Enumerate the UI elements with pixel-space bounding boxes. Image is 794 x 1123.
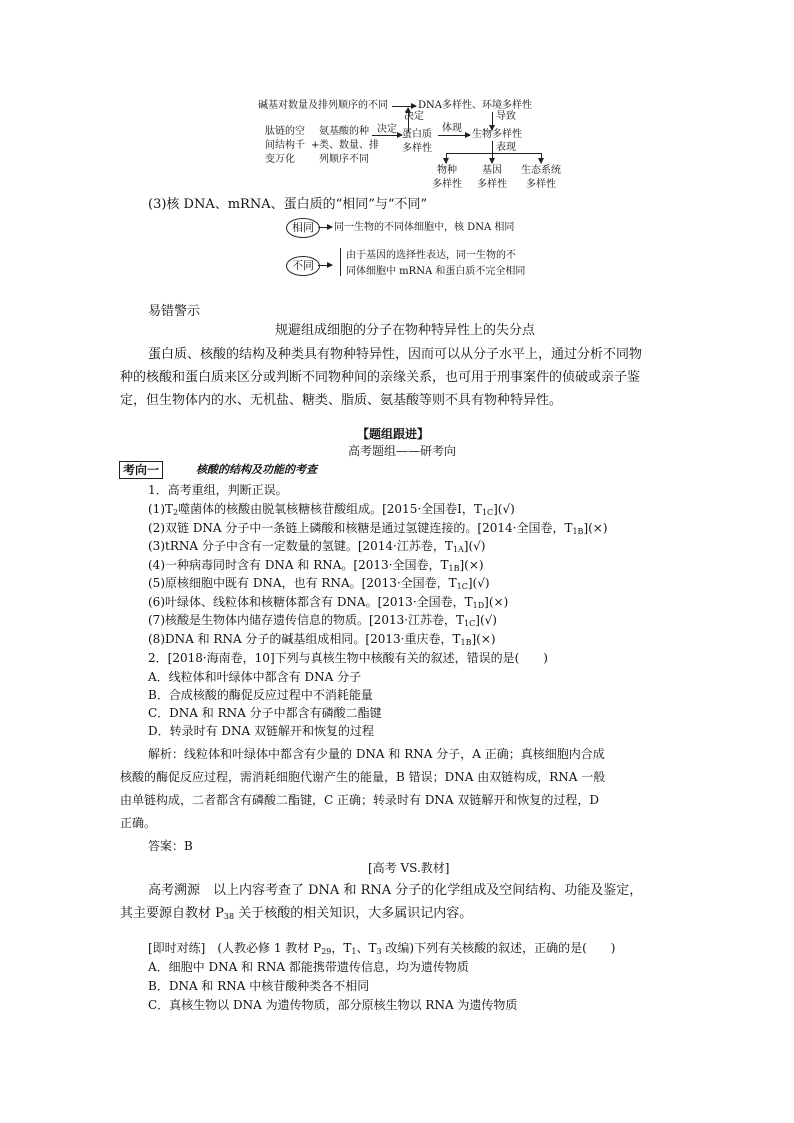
- group-title: 【题组跟进】: [357, 427, 430, 441]
- decide-label-2: 决定: [377, 124, 397, 135]
- decide-label-1: 决定: [404, 111, 424, 122]
- q1-item: (3)tRNA 分子中含有一定数量的氢键。[2014·江苏卷，$T_{1A}](√)$: [148, 539, 486, 554]
- q1-item: (7)核酸是生物体内储存遗传信息的物质。[2013·江苏卷，$T_{1C}](√)$: [148, 613, 497, 628]
- warning-title: 易错警示: [148, 304, 201, 319]
- amino-text-2: 类、数量、排: [319, 140, 379, 151]
- show-label: 表现: [496, 142, 516, 153]
- warning-body-1: 蛋白质、核酸的结构及种类具有物种特异性，因而可以从分子水平上，通过分析不同物: [148, 347, 643, 362]
- species-text-2: 多样性: [432, 179, 462, 190]
- q2-stem: 2．[2018·海南卷，10]下列与真核生物中核酸有关的叙述，错误的是( ): [148, 651, 548, 665]
- kaoxiang-title: 核酸的结构及功能的考查: [196, 463, 317, 476]
- plus-sign: +: [311, 140, 320, 151]
- arrow: [446, 153, 447, 163]
- q1-item: (2)双链 DNA 分子中一条链上磷酸和核糖是通过氢键连接的。[2014·全国卷，$T_{1B}](\times)$: [148, 520, 608, 536]
- warning-subtitle: 规避组成细胞的分子在物种特异性上的失分点: [275, 323, 536, 338]
- arrow: [541, 153, 542, 163]
- q1-item: $(1)T_2$噬菌体的核酸由脱氧核糖核苷酸组成。[2015·全国卷Ⅰ，$T_{1C}](√)$: [148, 502, 515, 517]
- warning-body-2: 种的核酸和蛋白质来区分或判断不同物种间的亲缘关系，也可用于刑事案件的侦破或亲子鉴: [120, 370, 641, 385]
- group-subtitle: 高考题组——研考向: [348, 444, 457, 458]
- warning-body-3: 定，但生物体内的水、无机盐、糖类、脂质、氨基酸等则不具有物种特异性。: [120, 393, 563, 408]
- kaoxiang-tag: 考向一: [119, 461, 163, 479]
- q2-analysis-4: 正确。: [120, 816, 157, 830]
- practice-option-a: A．细胞中 DNA 和 RNA 都能携带遗传信息，均为遗传物质: [148, 960, 469, 974]
- q2-option-b: B．合成核酸的酶促反应过程中不消耗能量: [148, 688, 373, 702]
- q1-item: (4)一种病毒同时含有 DNA 和 RNA。[2013·全国卷，$T_{1B}](\times)$: [148, 557, 484, 573]
- dna-diversity-text: DNA多样性、环境多样性: [418, 100, 532, 111]
- arrow: [318, 227, 332, 228]
- connector: [446, 153, 541, 154]
- protein-diversity-2: 多样性: [402, 143, 432, 154]
- gene-text-2: 多样性: [477, 179, 507, 190]
- ecosystem-text-1: 生态系统: [521, 165, 561, 176]
- peptide-text-2: 间结构千: [265, 140, 305, 151]
- amino-text-3: 列顺序不同: [319, 154, 369, 165]
- q2-answer: 答案：B: [148, 839, 193, 853]
- amino-text-1: 氨基酸的种: [319, 126, 369, 137]
- gene-text-1: 基因: [482, 165, 502, 176]
- same-text: 同一生物的不同体细胞中，核 DNA 相同: [334, 222, 515, 233]
- arrow: [392, 106, 416, 107]
- q1-item: (6)叶绿体、线粒体和核糖体都含有 DNA。[2013·全国卷，$T_{1D}](\times)$: [148, 594, 509, 610]
- q1-item: (5)原核细胞中既有 DNA，也有 RNA。[2013·全国卷，$T_{1C}](√)$: [148, 576, 490, 591]
- diff-text-1: 由于基因的选择性表达，同一生物的不: [346, 250, 516, 261]
- diff-text-2: 同体细胞中 mRNA 和蛋白质不完全相同: [346, 266, 526, 277]
- connector: [492, 141, 493, 153]
- arrow: [438, 135, 470, 136]
- lead-label: 导致: [496, 111, 516, 122]
- bio-diversity-text: 生物多样性: [472, 129, 522, 140]
- species-text-1: 物种: [437, 165, 457, 176]
- q2-analysis-3: 由单链构成，二者都含有磷酸二酯键，C 正确；转录时有 DNA 双链解开和恢复的过程，D: [120, 793, 600, 807]
- arrow: [492, 153, 493, 163]
- q2-option-c: C．DNA 和 RNA 分子中都含有磷酸二酯键: [148, 706, 382, 720]
- diff-oval: 不同: [286, 256, 320, 276]
- peptide-text-1: 肽链的空: [265, 126, 305, 137]
- practice-option-c: C．真核生物以 DNA 为遗传物质，部分原核生物以 RNA 为遗传物质: [148, 998, 518, 1012]
- ecosystem-text-2: 多样性: [526, 179, 556, 190]
- base-pair-text: 碱基对数量及排列顺序的不同: [258, 100, 388, 111]
- q1-stem: 1．高考重组，判断正误。: [148, 483, 288, 497]
- source-line-1: 高考溯源 以上内容考查了 DNA 和 RNA 分子的化学组成及空间结构、功能及鉴定，: [148, 883, 643, 898]
- q2-option-a: A．线粒体和叶绿体中都含有 DNA 分子: [148, 670, 362, 684]
- arrow: [372, 135, 402, 136]
- source-line-2: 其主要源自教材 $P_{38}$ 关于核酸的相关知识，大多属识记内容。: [120, 906, 473, 921]
- section3-title: (3)核 DNA、mRNA、蛋白质的“相同”与“不同”: [148, 197, 428, 212]
- q2-option-d: D．转录时有 DNA 双链解开和恢复的过程: [148, 724, 375, 738]
- bracket-line: [340, 248, 341, 276]
- q2-analysis-1: 解析：线粒体和叶绿体中都含有少量的 DNA 和 RNA 分子，A 正确；真核细胞内合成: [148, 747, 605, 761]
- vs-title: [高考 VS.教材]: [368, 861, 450, 875]
- arrow: [318, 265, 332, 266]
- protein-diversity-1: 蛋白质: [402, 129, 432, 140]
- q1-item: (8)DNA 和 RNA 分子的碱基组成相同。[2013·重庆卷，$T_{1B}](\times)$: [148, 631, 496, 647]
- practice-stem: [即时对练] (人教必修 1 教材 $P_{29}$，$T_1$、$T_3$ 改编)下列有关核酸的叙述，正确的是( ): [148, 941, 616, 956]
- q2-analysis-2: 核酸的酶促反应过程，需消耗细胞代谢产生的能量，B 错误；DNA 由双链构成，RNA 一般: [120, 770, 606, 784]
- peptide-text-3: 变万化: [265, 154, 295, 165]
- practice-option-b: B．DNA 和 RNA 中核苷酸种类各不相同: [148, 979, 370, 993]
- reflect-label: 体现: [442, 123, 462, 134]
- same-oval: 相同: [286, 218, 320, 238]
